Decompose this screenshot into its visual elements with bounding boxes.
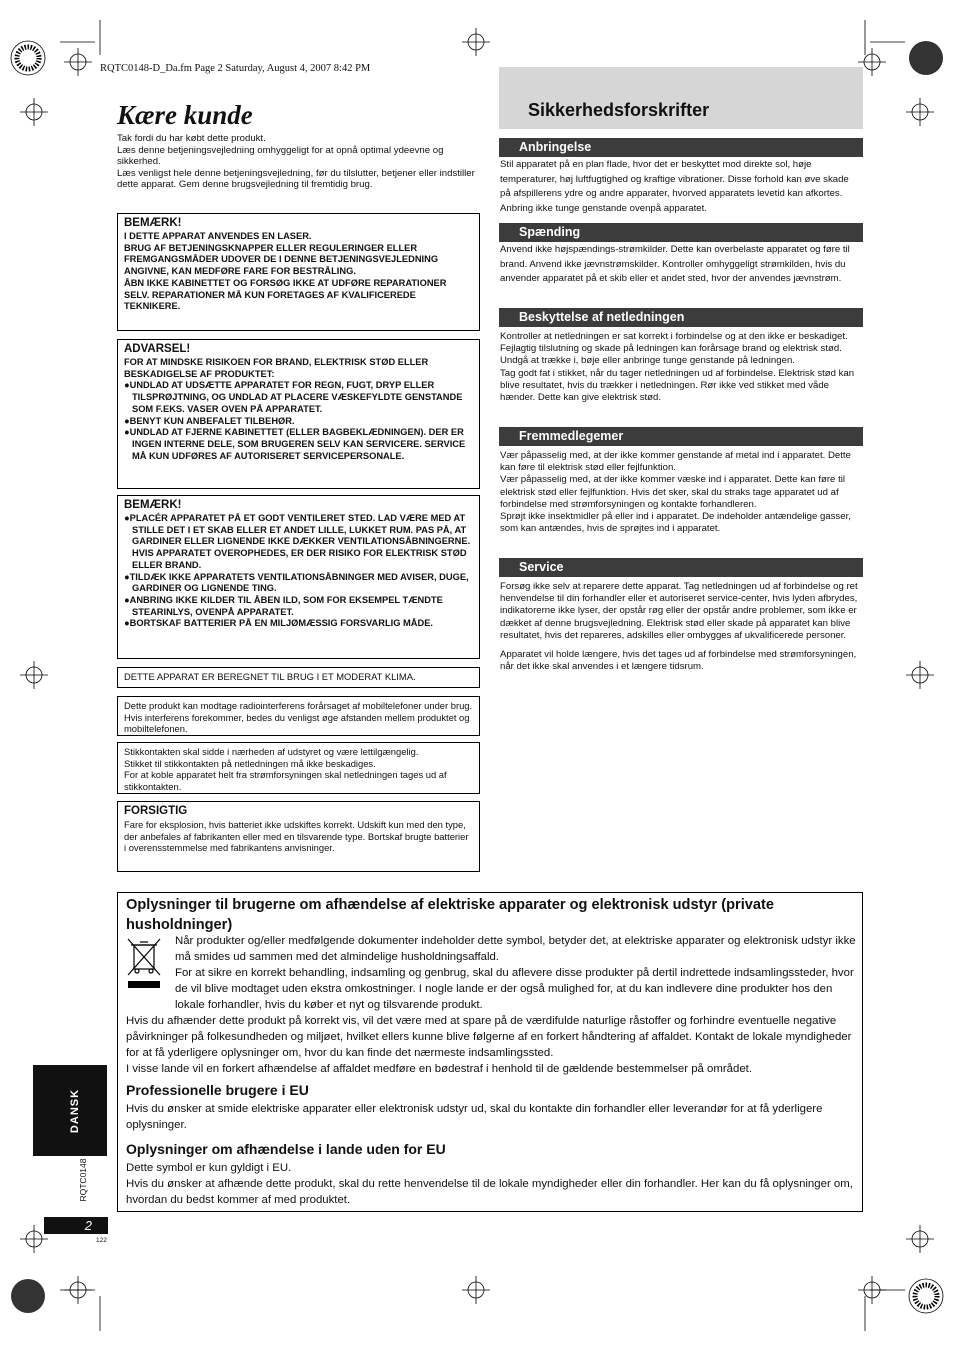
warning-box: ADVARSEL! FOR AT MINDSKE RISIKOEN FOR BRAND, ELEKTRISK STØD ELLER BESKADIGELSE AF PRODUKTET: ●UNDLAD AT UDSÆTTE APPARATET FOR REGN, FUGT, DRYP ELLER TILSPRØJTNING, OG UNDLAD AT PLACERE VÆSKEFYLDTE GENSTANDE SOM F.EKS. VASER OVEN PÅ APPARATET. ●BENYT KUN ANBEFALET TILBEHØR. ●UNDLAD AT FJERNE KABINETTET (ELLER BAGBEKLÆDNINGEN). DER ER INGEN INTERNE DELE, SOM BRUGEREN SELV KAN SERVICERE. SERVICE MÅ KUN UDFØRES AF AUTORISERET SERVICEPERSONALE. xyxy=(117,339,480,489)
radio-interference-box: Dette produkt kan modtage radiointerferens forårsaget af mobiltelefoner under brug. Hvis interferens forekommer, bedes du venligst øge afstanden mellem produktet og mobiltelefonen. xyxy=(117,696,480,736)
language-tab: DANSK xyxy=(33,1065,107,1156)
section-heading-placement: Anbringelse xyxy=(499,138,863,157)
intro-text: Tak fordi du har købt dette produkt. Læs denne betjeningsvejledning omhyggeligt for at opnå optimal ydeevne og sikkerhed. Læs venligst hele denne betjeningsvejledning, før du tilslutter, betjener eller indstiller dette apparat. Gem denne brugsvejledning til fremtidig brug. xyxy=(117,133,475,191)
professional-text: Hvis du ønsker at smide elektriske apparater eller elektronisk udstyr ud, skal du kontakte din forhandler eller leverandør for at få yderligere oplysninger. xyxy=(126,1103,823,1131)
section-heading-voltage: Spænding xyxy=(499,223,863,242)
section-text-voltage: Anvend ikke højspændings-strømkilder. Dette kan overbelaste apparatet og føre til brand. Anvend ikke jævnstrømskilder. Kontroller omhyggeligt strømkilden, hvis du anvender apparatet på et skib eller et andet sted, hvor der anvendes jævnstrøm. xyxy=(500,244,850,284)
caution-box: FORSIGTIG Fare for eksplosion, hvis batteriet ikke udskiftes korrekt. Udskift kun med den type, der anbefales af fabrikanten eller med en tilsvarende type. Bortskaf brugte batterier i overensstemmelse med fabrikantens anvisninger. xyxy=(117,801,480,872)
crossed-bin-icon xyxy=(126,937,162,991)
safety-header xyxy=(499,67,863,129)
notice-box-laser: BEMÆRK! I DETTE APPARAT ANVENDES EN LASER. BRUG AF BETJENINGSKNAPPER ELLER REGULERINGER ELLER FREMGANGSMÅDER UDOVER DE I DENNE BETJENINGSVEJLEDNING ANGIVNE, KAN MEDFØRE FARE FOR BESTRÅLING. ÅBN IKKE KABINETTET OG FORSØG IKKE AT UDFØRE REPARATIONER SELV. REPARATIONER MÅ KUN FORETAGES AF KVALIFICEREDE TEKNIKERE. xyxy=(117,213,480,331)
climate-box: DETTE APPARAT ER BEREGNET TIL BRUG I ET MODERAT KLIMA. xyxy=(117,667,480,688)
notice-box-ventilation: BEMÆRK! ●PLACÉR APPARATET PÅ ET GODT VENTILERET STED. LAD VÆRE MED AT STILLE DET I ET SKAB ELLER ET ANDET LILLE, LUKKET RUM. PAS PÅ, AT GARDINER ELLER LIGNENDE IKKE DÆKKER VENTILATIONSÅBNINGERNE. HVIS APPARATET OVEROPHEDES, ER DER RISIKO FOR ELEKTRISK STØD ELLER BRAND. ●TILDÆK IKKE APPARATETS VENTILATIONSÅBNINGER MED AVISER, DUGE, GARDINER OG LIGNENDE TING. ●ANBRING IKKE KILDER TIL ÅBEN ILD, SOM FOR EKSEMPEL TÆNDTE STEARINLYS, OVENPÅ APPARATET. ●BORTSKAF BATTERIER PÅ EN MILJØMÆSSIG FORSVARLIG MÅDE. xyxy=(117,495,480,659)
section-text-service: Forsøg ikke selv at reparere dette apparat. Tag netledningen ud af forbindelse og ret henvendelse til din forhandler eller et autoriseret service-center, hvis lyden afbrydes, indikatorerne ikke lyser, der opstår røg eller der opstår andre problemer, som ikke er dækket af denne brugsvejledning. Elektrisk stød eller skade på apparatet kan blive resultatet, hvis det repareres, adskilles eller ombygges af ukvalificerede personer. Apparatet vil holde længere, hvis det tages ud af forbindelse med strømforsyningen, når det ikke skal anvendes i et længere tidsrum. xyxy=(500,581,858,673)
page-sub-number: 122 xyxy=(96,1237,107,1244)
section-text-foreign: Vær påpasselig med, at der ikke kommer genstande af metal ind i apparatet. Dette kan føre til elektrisk stød eller fejlfunktion. Vær påpasselig med, at der ikke kommer væske ind i apparatet. Dette kan føre til elektrisk stød eller fejlfunktion. Hvis det sker, skal du straks tage apparatet ud af forbindelse med strømforsyningen og kontakte forhandleren. Sprøjt ikke insektmidler på eller ind i apparatet. De indeholder antændelige gasser, som kan antændes, hvis de sprøjtes ind i apparatet. xyxy=(500,450,851,535)
section-heading-cord: Beskyttelse af netledningen xyxy=(499,308,863,327)
disposal-body: Hvis du afhænder dette produkt på korrekt vis, vil det være med at spare på de værdifulde naturlige råstoffer og forhindre eventuelle negative påvirkninger på folkesundheden og miljøet, hvilket ellers kunne blive følgerne af en forkert håndtering af affaldet. Kontakt de lokale myndigheder for at få yderligere oplysninger om, hvor du kan finde det nærmeste indsamlingssted. I visse lande vil en forkert afhændelse af affaldet medføre en bødestraf i henhold til de gældende bestemmelser på området. xyxy=(126,1015,852,1075)
socket-box: Stikkontakten skal sidde i nærheden af udstyret og være lettilgængelig. Stikket til stikkontakten på netledningen må ikke beskadiges. For at koble apparatet helt fra strømforsyningen skal netledningen tages ud af stikkontakten. xyxy=(117,742,480,794)
subheading-outside-eu: Oplysninger om afhændelse i lande uden for EU xyxy=(126,1141,446,1157)
section-heading-service: Service xyxy=(499,558,863,577)
safety-title: Sikkerhedsforskrifter xyxy=(528,100,710,120)
disposal-box xyxy=(117,892,863,1212)
section-text-placement: Stil apparatet på en plan flade, hvor det er beskyttet mod direkte sol, høje temperaturer, høj luftfugtighed og kraftige vibrationer. Disse forhold kan øve skade på afspillerens ydre og andre apparater, hvorved apparatets levetid kan afkortes. Anbring ikke tunge genstande ovenpå apparatet. xyxy=(500,159,849,214)
section-text-cord: Kontroller at netledningen er sat korrekt i forbindelse og at den ikke er beskadiget. Fejlagtig tilslutning og skade på ledningen kan forårsage brand og elektrisk stød. Undgå at trække i, bøje eller anbringe tunge genstande på ledningen. Tag godt fat i stikket, når du tager netledningen ud af forbindelse. Elektrisk stød kan blive resultatet, hvis du trækker i netledningen. Rør ikke ved stikket med våde hænder. Dette kan give elektrisk stød. xyxy=(500,331,855,404)
subheading-professional: Professionelle brugere i EU xyxy=(126,1082,309,1098)
section-heading-foreign: Fremmedlegemer xyxy=(499,427,863,446)
disposal-intro: Når produkter og/eller medfølgende dokumenter indeholder dette symbol, betyder det, at elektriske apparater og elektronisk udstyr ikke må smides ud sammen med det almindelige husholdningsaffald. For at sikre en korrekt behandling, indsamling og genbrug, skal du aflevere disse produkter på dertil indrettede indsamlingssteder, hvor de vil blive modtaget uden ekstra omkostninger. I nogle lande er der også mulighed for, at du kan indlevere dine produkter hos den lokale forhandler, hvis du køber et nyt og tilsvarende produkt. xyxy=(175,935,856,1011)
file-header: RQTC0148-D_Da.fm Page 2 Saturday, August 4, 2007 8:42 PM xyxy=(100,63,371,74)
disposal-title: Oplysninger til brugerne om afhændelse af elektriske apparater og elektronisk udstyr (private husholdninger) xyxy=(126,897,774,933)
page-number: 2 xyxy=(44,1217,108,1234)
page-title: Kære kunde xyxy=(117,100,253,130)
doc-code: RQTC0148 xyxy=(78,1158,88,1202)
outside-eu-text: Dette symbol er kun gyldigt i EU. Hvis du ønsker at afhænde dette produkt, skal du rette henvendelse til de lokale myndigheder eller din forhandler. Her kan du få oplysninger om, hvordan du bedst kommer af med produktet. xyxy=(126,1162,853,1206)
